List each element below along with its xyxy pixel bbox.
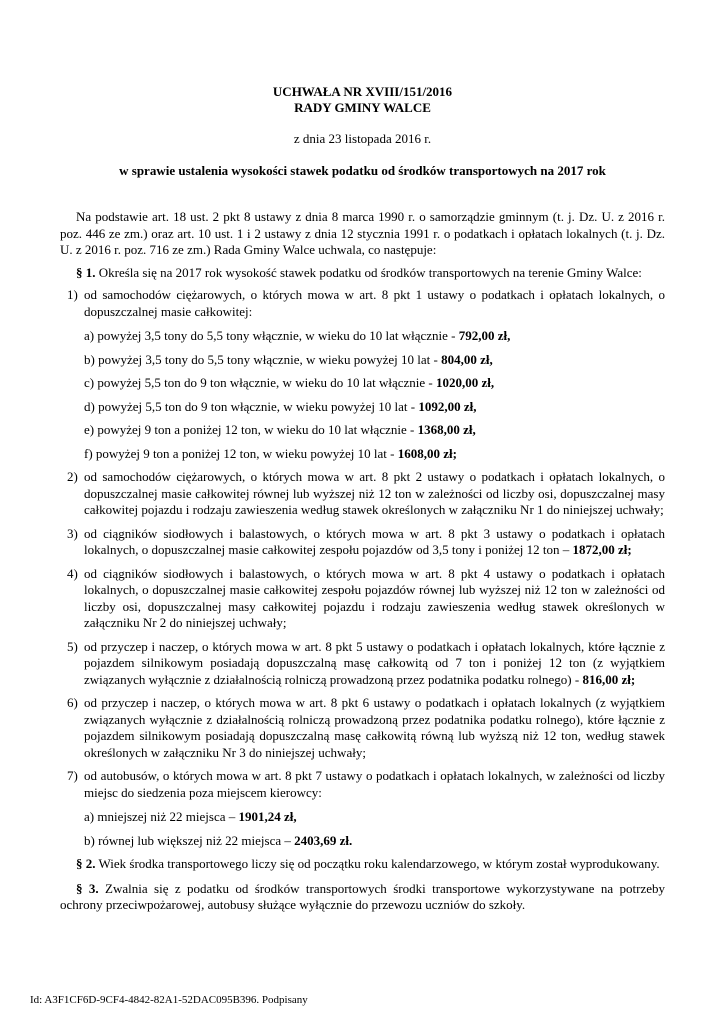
sub-list-item <box>84 375 665 392</box>
sub-list-item <box>84 833 665 850</box>
sub-list-item <box>84 328 665 345</box>
sub-list-item <box>84 422 665 439</box>
sub-list-item <box>84 352 665 369</box>
item-number: 2) <box>67 469 78 484</box>
sub-item-text: e) powyżej 9 ton a poniżej 12 ton, w wieku do 10 lat włącznie - <box>84 422 418 437</box>
section-2 <box>60 856 665 873</box>
item-number: 6) <box>67 695 78 710</box>
list-item <box>60 639 665 689</box>
sub-item-text: f) powyżej 9 ton a poniżej 12 ton, w wieku powyżej 10 lat - <box>84 445 398 461</box>
rate-amount: 816,00 zł; <box>582 671 636 687</box>
rate-amount: 1608,00 zł; <box>397 445 457 461</box>
document-id-footer: Id: A3F1CF6D-9CF4-4842-82A1-52DAC095B396. Podpisany <box>30 994 308 1006</box>
sub-list-item <box>84 446 665 463</box>
document-page <box>60 84 665 914</box>
council-name: RADY GMINY WALCE <box>294 100 431 115</box>
resolution-date: z dnia 23 listopada 2016 r. <box>293 131 432 146</box>
sub-item-text: c) powyżej 5,5 ton do 9 ton włącznie, w wieku do 10 lat włącznie - <box>84 375 436 390</box>
rate-amount: 792,00 zł, <box>458 328 511 343</box>
list-item <box>60 695 665 761</box>
item-text: od przyczep i naczep, o których mowa w art. 8 pkt 5 ustawy o podatkach i opłatach lokalnych, które łącznie z pojazdem silnikowym posiadają dopuszczalną masę całkowitą od 7 ton i poniżej 12 ton (z wyjątkiem związanych wyłącznie z działalnością rolniczą prowadzoną przez podatnika podatku rolnego) - <box>84 638 665 687</box>
item-number: 3) <box>67 525 78 541</box>
item-text: od samochodów ciężarowych, o których mowa w art. 8 pkt 1 ustawy o podatkach i opłatach lokalnych, o dopuszczalnej masie całkowitej: <box>84 287 665 319</box>
section-3-text: Zwalnia się z podatku od środków transportowych środki transportowe wykorzystywane na potrzeby ochrony przeciwpożarowej, autobusy służące wyłącznie do przewozu uczniów do szkoły. <box>60 880 665 912</box>
sub-item-text: a) mniejszej niż 22 miejsca – <box>84 809 239 824</box>
section-3-mark: § 3. <box>76 880 99 896</box>
sub-list-item <box>84 809 665 826</box>
rate-amount: 1872,00 zł; <box>572 542 632 557</box>
legal-basis-paragraph: Na podstawie art. 18 ust. 2 pkt 8 ustawy z dnia 8 marca 1990 r. o samorządzie gminnym (t. j. Dz. U. z 2016 r. poz. 446 ze zm.) oraz art. 10 ust. 1 i 2 ustawy z dnia 12 stycznia 1991 r. o podatkach i opłatach lokalnych (t. j. Dz. U. z 2016 r. poz. 716 ze zm.) Rada Gminy Walce uchwala, co następuje: <box>60 209 665 257</box>
rate-amount: 1020,00 zł, <box>435 375 495 390</box>
sub-item-text: b) równej lub większej niż 22 miejsca – <box>84 832 295 848</box>
list-item <box>60 469 665 519</box>
resolution-number: UCHWAŁA NR XVIII/151/2016 <box>272 84 453 99</box>
section-1 <box>60 265 665 282</box>
sub-list <box>84 328 665 462</box>
list-item <box>60 768 665 849</box>
section-1-mark: § 1. <box>76 264 96 280</box>
section-3 <box>60 881 665 914</box>
tax-rate-list <box>60 287 665 849</box>
rate-amount: 1368,00 zł, <box>417 422 476 437</box>
sub-item-text: a) powyżej 3,5 tony do 5,5 tony włącznie, w wieku do 10 lat włącznie - <box>84 328 459 343</box>
item-number: 1) <box>67 287 78 302</box>
section-2-mark: § 2. <box>76 856 96 871</box>
item-text: od autobusów, o których mowa w art. 8 pkt 7 ustawy o podatkach i opłatach lokalnych, w zależności od liczby miejsc do siedzenia poza miejscem kierowcy: <box>84 768 665 800</box>
sub-list <box>84 809 665 849</box>
sub-list-item <box>84 399 665 416</box>
section-2-text: Wiek środka transportowego liczy się od początku roku kalendarzowego, w którym został wyprodukowany. <box>95 856 660 871</box>
list-item <box>60 287 665 462</box>
item-text: od ciągników siodłowych i balastowych, o których mowa w art. 8 pkt 3 ustawy o podatkach i opłatach lokalnych, o dopuszczalnej masie całkowitej zespołu pojazdów od 3,5 tony i poniżej 12 ton – <box>84 525 665 557</box>
resolution-subject: w sprawie ustalenia wysokości stawek podatku od środków transportowych na 2017 rok <box>119 163 606 178</box>
item-number: 4) <box>67 565 78 581</box>
item-text: od samochodów ciężarowych, o których mowa w art. 8 pkt 2 ustawy o podatkach i opłatach lokalnych, o dopuszczalnej masie całkowitej równej lub wyższej niż 12 ton w zależności od liczby osi, dopuszczalnej masy całkowitej pojazdu i rodzaju zawieszenia według stawek określonych w załączniku Nr 1 do niniejszej uchwały; <box>84 469 665 517</box>
section-1-text: Określa się na 2017 rok wysokość stawek podatku od środków transportowych na terenie Gminy Walce: <box>95 264 642 280</box>
list-item <box>60 566 665 632</box>
rate-amount: 804,00 zł, <box>441 351 493 367</box>
rate-amount: 2403,69 zł. <box>294 832 353 848</box>
item-number: 7) <box>67 768 78 783</box>
sub-item-text: b) powyżej 3,5 tony do 5,5 tony włącznie, w wieku powyżej 10 lat - <box>84 351 442 367</box>
item-number: 5) <box>67 638 78 654</box>
rate-amount: 1901,24 zł, <box>238 809 297 824</box>
item-text: od ciągników siodłowych i balastowych, o których mowa w art. 8 pkt 4 ustawy o podatkach i opłatach lokalnych, o dopuszczalnej masie całkowitej zespołu pojazdów równej lub wyższej niż 12 ton w zależności od liczby osi, dopuszczalnej masy całkowitej pojazdu i rodzaju zawieszenia według stawek określonych w załączniku Nr 2 do niniejszej uchwały; <box>84 565 665 630</box>
rate-amount: 1092,00 zł, <box>418 398 477 414</box>
sub-item-text: d) powyżej 5,5 ton do 9 ton włącznie, w wieku powyżej 10 lat - <box>84 398 419 414</box>
item-text: od przyczep i naczep, o których mowa w art. 8 pkt 6 ustawy o podatkach i opłatach lokalnych (z wyjątkiem związanych wyłącznie z działalnością rolniczą prowadzoną przez podatnika podatku rolnego), które łącznie z pojazdem silnikowym posiadają dopuszczalną masę całkowitą równą lub wyższą niż 12 ton, według stawek określonych w załączniku Nr 3 do niniejszej uchwały; <box>84 695 665 760</box>
list-item <box>60 526 665 559</box>
